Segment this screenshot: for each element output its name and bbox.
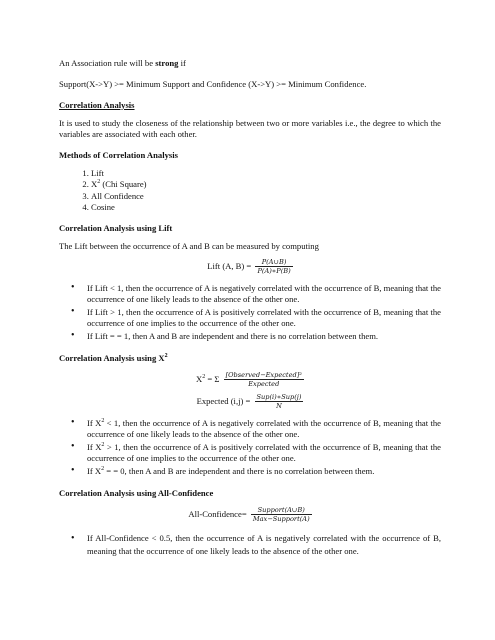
- expected-equation: Expected (i,j) = $\frac{\text{Sup(i)∗Sup(j)}}{N}$: [196, 392, 302, 410]
- list-item: 1. Lift: [91, 168, 441, 179]
- list-item: 3. All Confidence: [91, 191, 441, 202]
- support-line: Support(X->Y) >= Minimum Support and Confidence (X->Y) >= Minimum Confidence.: [59, 79, 367, 89]
- allconf-equation: All-Confidence= $\frac{\text{Support(A∪B)}}{\text{Max−Support(A)}}$: [188, 506, 310, 524]
- methods-list: [59, 168, 441, 214]
- chi-fraction: $\frac{\text{[Observed−Expected]²}}{\text{Expected}}$: [225, 371, 302, 389]
- heading-lift: Correlation Analysis using Lift: [59, 222, 173, 233]
- heading-correlation-analysis: [59, 100, 441, 111]
- heading-methods: Methods of Correlation Analysis: [59, 150, 178, 160]
- heading-all-confidence: Correlation Analysis using All-Confidence: [59, 488, 214, 499]
- lift-fraction: $\frac{P(A\cup B)}{P(A)∗P(B)}$: [257, 257, 291, 275]
- document-page: [59, 58, 441, 561]
- allconf-bullets: [59, 532, 441, 560]
- lift-intro: The Lift between the occurrence of A and B can be measured by computing: [59, 240, 319, 251]
- list-item: • If Lift = = 1, then A and B are independent and there is no correlation between them.: [87, 331, 441, 342]
- list-item: 2. $X^2$ (Chi Square): [91, 179, 441, 190]
- intro-sentence: [59, 58, 441, 69]
- list-item: • If $X^2 < 1$, then the occurrence of A is negatively correlated with the occurrence of B, meaning that the occurrence of one likely leads to the absence of the other one.: [87, 418, 441, 440]
- list-item: • If $X^2 > 1$, then the occurrence of A is positively correlated with the occurrence of B, meaning that the occurrence of one implies to the occurrence of the other one.: [87, 442, 441, 464]
- list-item: • If Lift < 1, then the occurrence of A is negatively correlated with the occurrence of B, meaning that the occurrence of one likely leads to the absence of the other one.: [87, 283, 441, 305]
- expected-fraction: $\frac{\text{Sup(i)∗Sup(j)}}{N}$: [256, 392, 302, 410]
- heading-text: Correlation Analysis: [59, 100, 135, 110]
- intro-suffix: if: [178, 58, 186, 68]
- strong-word: strong: [155, 58, 179, 68]
- heading-chi-square: Correlation Analysis using $X^2$: [59, 353, 168, 364]
- correlation-definition: It is used to study the closeness of the relationship between two or more variables i.e., the degree to which the variables are associated with each other.: [59, 118, 441, 139]
- chi-equation: $X^2 = \Sigma$ $\frac{\text{[Observed−Expected]²}}{\text{Expected}}$: [196, 371, 302, 389]
- list-item: 4. Cosine: [91, 202, 441, 213]
- allconf-fraction: $\frac{\text{Support(A∪B)}}{\text{Max−Support(A)}}$: [252, 506, 310, 524]
- intro-prefix: An Association rule will be: [59, 58, 156, 68]
- lift-equation: Lift (A, B) = $\frac{P(A\cup B)}{P(A)∗P(B)}$: [207, 257, 291, 275]
- chi-bullets: [59, 418, 441, 477]
- list-item: • If Lift > 1, then the occurrence of A is positively correlated with the occurrence of B, meaning that the occurrence of one implies to the occurrence of the other one.: [87, 307, 441, 329]
- lift-bullets: [59, 283, 441, 342]
- list-item: • If $X^2$ = = 0, then A and B are independent and there is no correlation between them.: [87, 466, 441, 477]
- list-item: • If All-Confidence < 0.5, then the occurrence of A is negatively correlated with the occurrence of B, meaning that the occurrence of one likely leads to the absence of the other one.: [87, 532, 441, 560]
